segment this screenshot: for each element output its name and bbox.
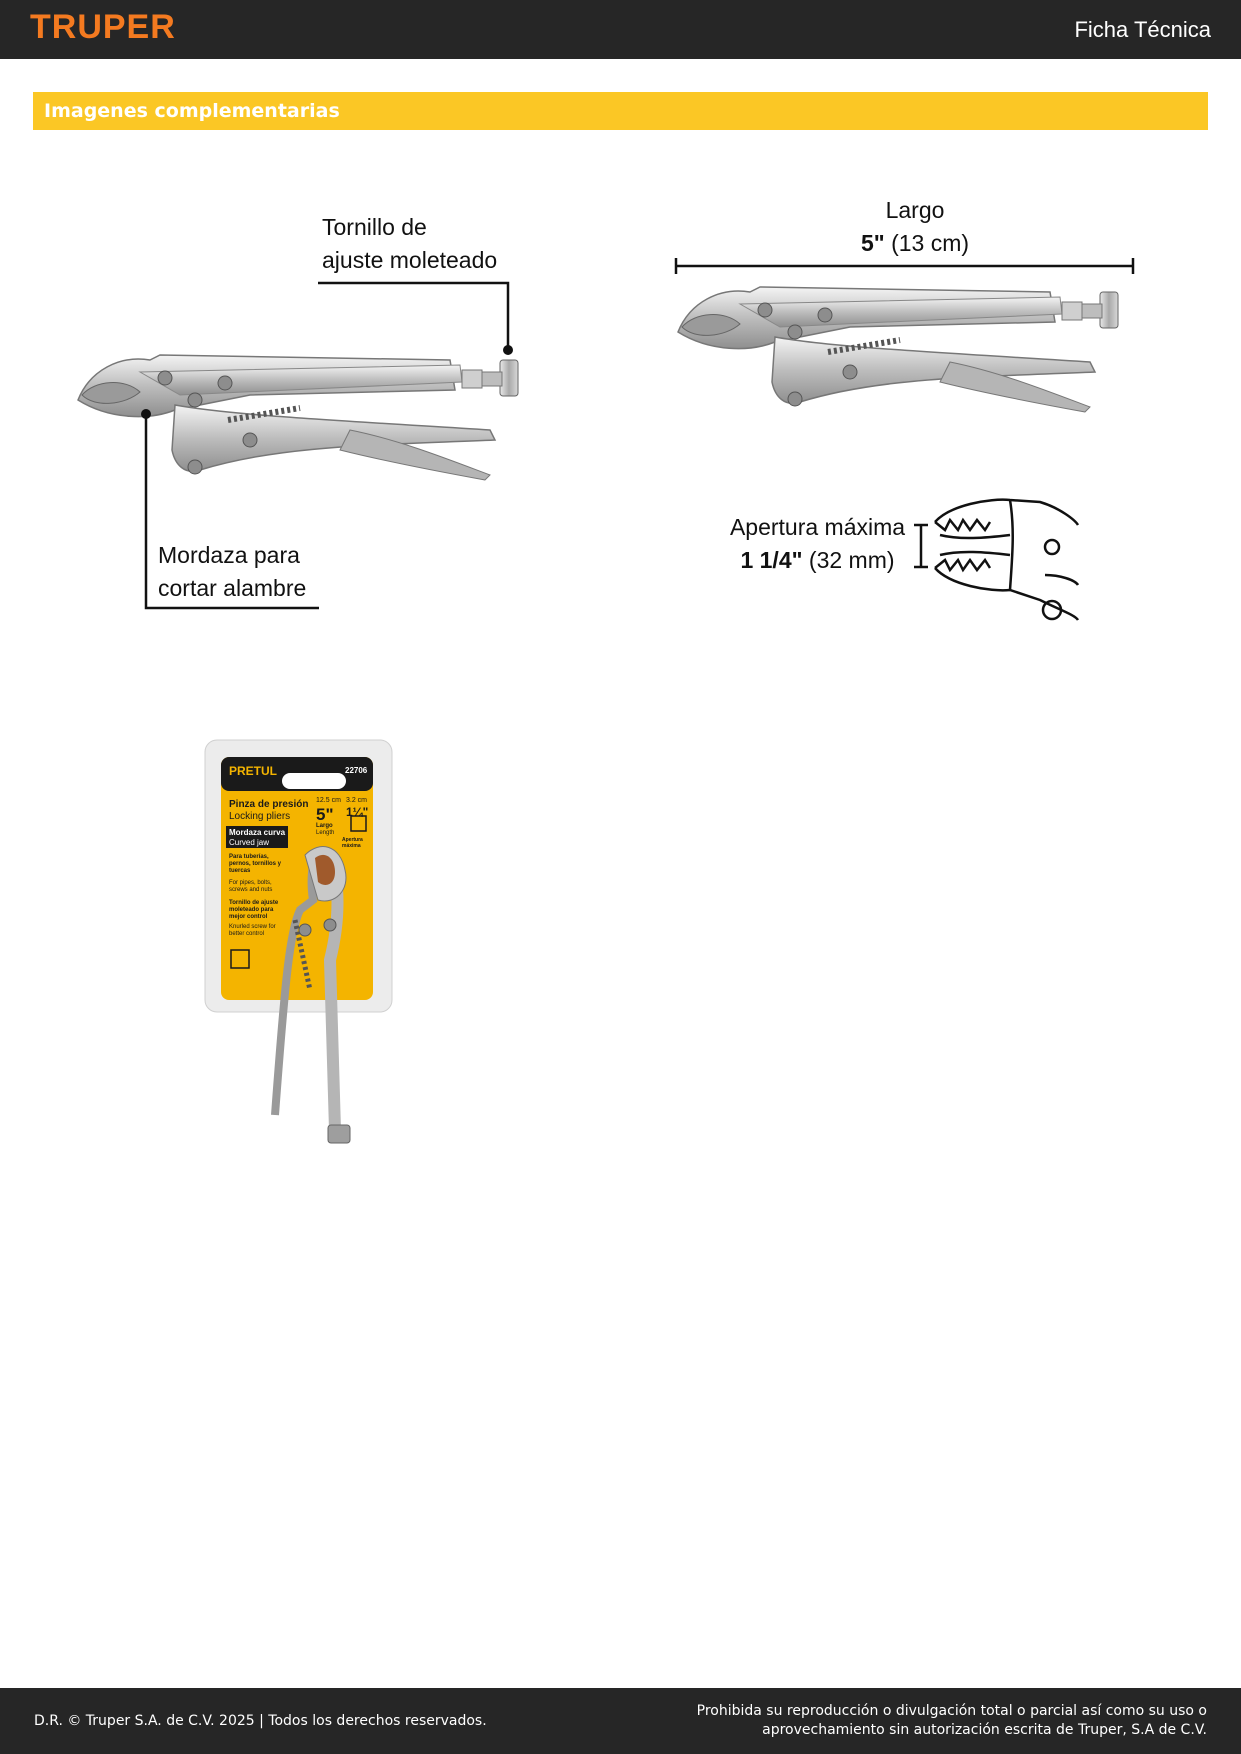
package-open-es: Apertura máxima [342, 837, 363, 849]
opening-metric: (32 mm) [808, 547, 895, 573]
length-callout [815, 194, 1015, 260]
length-label: Largo [885, 197, 945, 223]
length-metric: (13 cm) [891, 230, 970, 256]
package-use-en: For pipes, bolts, screws and nuts [229, 880, 273, 893]
length-value: 5" [860, 230, 885, 256]
package-len-en: Length [316, 830, 335, 836]
package-brand: PRETUL [229, 764, 277, 778]
package-jaw-en: Curved jaw [229, 838, 270, 847]
package-jaw-es: Mordaza curva [229, 828, 286, 837]
package-len-cm: 12.5 cm [316, 797, 341, 804]
document-type: Ficha Técnica [1074, 17, 1211, 42]
package-open-cm: 3.2 cm [346, 797, 368, 804]
truper-logo: TRUPER [30, 8, 176, 46]
opening-value: 1 1/4" [740, 547, 803, 573]
opening-callout [720, 511, 915, 577]
package-screw-en: Knurled screw for better control [229, 924, 276, 937]
package-len-es: Largo [316, 823, 333, 829]
jaw-callout [158, 539, 306, 605]
package-len-in: 5" [316, 805, 334, 824]
footer-bar [0, 1688, 1241, 1754]
screw-leader-line [318, 283, 508, 350]
package-screw-es: Tornillo de ajuste moleteado para mejor control [229, 900, 279, 920]
rights-line-1: Prohibida su reproducción o divulgación total o parcial así como su uso o [696, 1703, 1207, 1719]
package-name-es: Pinza de presión [229, 799, 309, 810]
jaw-callout-line1: Mordaza para [158, 542, 300, 568]
screw-callout-line1: Tornillo de [322, 214, 427, 240]
rights-line-2: aprovechamiento sin autorización escrita de Truper, S.A de C.V. [762, 1722, 1207, 1738]
jaw-callout-line2: cortar alambre [158, 575, 307, 601]
screw-callout [322, 211, 497, 277]
length-dimension-line [676, 258, 1133, 274]
section-title: Imagenes complementarias [44, 100, 340, 122]
package-use-es: Para tuberías, pernos, tornillos y tuercas [229, 854, 282, 874]
package-open-in: 1¼" [346, 805, 369, 819]
jaw-opening-diagram [914, 500, 1078, 620]
package-name-en: Locking pliers [229, 811, 291, 822]
opening-label: Apertura máxima [729, 514, 906, 540]
screw-callout-line2: ajuste moleteado [322, 247, 498, 273]
package-code: 22706 [345, 766, 368, 775]
footer-copyright: D.R. © Truper S.A. de C.V. 2025 | Todos los derechos reservados. [34, 1713, 487, 1729]
pliers-right-image [678, 287, 1118, 412]
footer-rights-notice [697, 1702, 1207, 1740]
